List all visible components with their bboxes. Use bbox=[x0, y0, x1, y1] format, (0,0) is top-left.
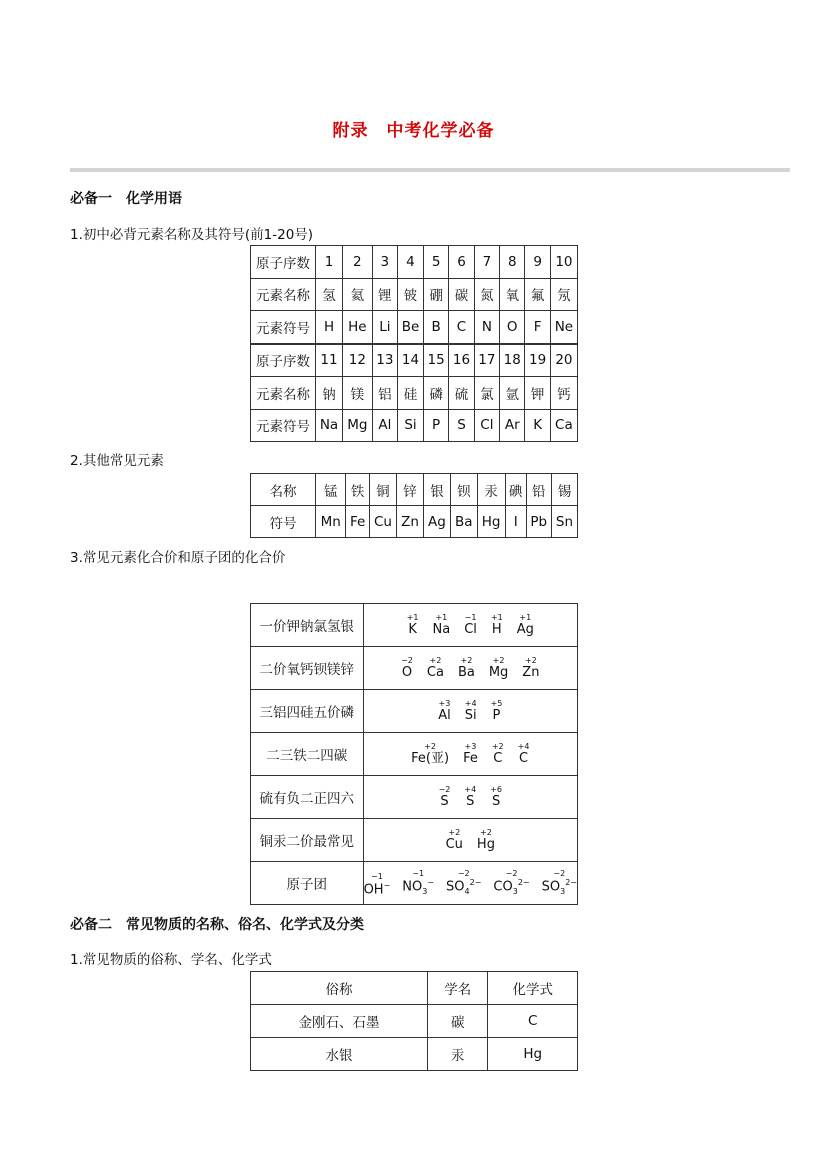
radical-base: SO bbox=[541, 879, 561, 895]
table-row bbox=[251, 377, 578, 410]
valence-charge: +1 bbox=[519, 613, 532, 622]
cell: 氢 bbox=[316, 278, 343, 311]
table-row bbox=[251, 1005, 578, 1038]
ion-charge: − bbox=[427, 878, 435, 888]
valence-charge: +6 bbox=[490, 785, 502, 794]
row-label: 铜汞二价最常见 bbox=[251, 819, 364, 862]
cell: Hg bbox=[488, 1038, 578, 1071]
valence-charge: +3 bbox=[438, 699, 451, 708]
table-row bbox=[251, 604, 578, 647]
valence-charge: −2 bbox=[438, 785, 451, 794]
valence-charge: +1 bbox=[490, 613, 503, 622]
cell: 8 bbox=[500, 246, 525, 279]
cell: 水银 bbox=[251, 1038, 428, 1071]
cell: 20 bbox=[550, 344, 577, 377]
radical-base: SO bbox=[446, 879, 465, 895]
cell: 4 bbox=[398, 246, 424, 279]
cell: 16 bbox=[449, 344, 474, 377]
element-symbol: C bbox=[493, 751, 503, 766]
valence-list bbox=[364, 786, 577, 808]
cell: Cu bbox=[369, 506, 396, 538]
cell: O bbox=[500, 311, 525, 344]
cell: 6 bbox=[449, 246, 474, 279]
valence-item bbox=[463, 743, 478, 765]
valence-item bbox=[522, 657, 539, 679]
cell: Ag bbox=[423, 506, 450, 538]
element-symbol: Fe(亚) bbox=[411, 751, 450, 766]
valence-charge: +1 bbox=[406, 613, 419, 622]
valence-item bbox=[518, 743, 530, 765]
valence-list bbox=[364, 614, 577, 636]
row-label: 原子团 bbox=[251, 862, 364, 905]
radical-subscript: 4 bbox=[464, 886, 470, 896]
element-symbol: S bbox=[466, 794, 475, 809]
cell: Fe bbox=[346, 506, 369, 538]
valence-item bbox=[491, 614, 503, 636]
element-symbol: Hg bbox=[476, 837, 495, 852]
cell: 铁 bbox=[346, 474, 369, 506]
cell: Na bbox=[316, 409, 343, 442]
other-elements-table bbox=[250, 473, 578, 538]
radical-formula bbox=[542, 879, 577, 896]
section2-sub1: 1.常见物质的俗称、学名、化学式 bbox=[70, 952, 272, 968]
cell: 氟 bbox=[525, 278, 550, 311]
cell: 氯 bbox=[474, 377, 499, 410]
cell: 13 bbox=[372, 344, 397, 377]
valence-list bbox=[364, 657, 577, 679]
radical-subscript: 3 bbox=[512, 886, 518, 896]
cell: 10 bbox=[550, 246, 577, 279]
cell: Si bbox=[398, 409, 424, 442]
cell: P bbox=[423, 409, 448, 442]
element-symbol: Ag bbox=[516, 622, 534, 637]
cell: 铅 bbox=[526, 474, 551, 506]
title-divider bbox=[70, 168, 790, 172]
valence-item bbox=[439, 786, 451, 808]
cell: 碳 bbox=[427, 1005, 487, 1038]
section1-heading: 必备一 化学用语 bbox=[70, 191, 182, 207]
cell: 9 bbox=[525, 246, 550, 279]
row-label: 硫有负二正四六 bbox=[251, 776, 364, 819]
table-row bbox=[251, 1038, 578, 1071]
valence-charge: −1 bbox=[464, 613, 477, 622]
cell: 银 bbox=[423, 474, 450, 506]
cell: 2 bbox=[343, 246, 373, 279]
valence-charge: +4 bbox=[464, 785, 477, 794]
cell: 1 bbox=[316, 246, 343, 279]
row-label: 名称 bbox=[251, 474, 316, 506]
valence-charge: +2 bbox=[491, 742, 504, 751]
cell: 15 bbox=[423, 344, 448, 377]
section1-sub2: 2.其他常见元素 bbox=[70, 453, 164, 469]
valence-list bbox=[364, 829, 577, 851]
valence-item bbox=[465, 700, 477, 722]
cell: 碳 bbox=[449, 278, 474, 311]
valence-table bbox=[250, 603, 578, 905]
cell: B bbox=[423, 311, 448, 344]
valence-cell bbox=[363, 690, 577, 733]
valence-item bbox=[477, 829, 495, 851]
cell: K bbox=[525, 409, 550, 442]
row-label: 元素名称 bbox=[251, 377, 316, 410]
ion-charge: 2− bbox=[565, 878, 577, 888]
substances-table bbox=[250, 971, 578, 1071]
table-header-row bbox=[251, 972, 578, 1005]
table-row bbox=[251, 344, 578, 377]
valence-item bbox=[446, 829, 463, 851]
row-label: 元素符号 bbox=[251, 409, 316, 442]
valence-charge: +2 bbox=[480, 828, 492, 837]
valence-list bbox=[364, 870, 577, 896]
cell: 氖 bbox=[550, 278, 577, 311]
valence-charge: −1 bbox=[412, 869, 425, 879]
table-row bbox=[251, 278, 578, 311]
section1-sub3: 3.常见元素化合价和原子团的化合价 bbox=[70, 550, 286, 566]
elements-table bbox=[250, 245, 578, 442]
valence-item bbox=[492, 743, 504, 765]
cell: 锰 bbox=[316, 474, 346, 506]
row-label: 三铝四硅五价磷 bbox=[251, 690, 364, 733]
radical-item bbox=[364, 873, 391, 896]
valence-item bbox=[433, 614, 451, 636]
cell: 钙 bbox=[550, 377, 577, 410]
element-symbol: Cl bbox=[464, 622, 477, 637]
cell: 14 bbox=[398, 344, 424, 377]
cell: 氩 bbox=[500, 377, 525, 410]
valence-charge: +2 bbox=[429, 656, 442, 665]
table-row bbox=[251, 246, 578, 279]
radical-formula bbox=[402, 879, 434, 896]
cell: N bbox=[474, 311, 499, 344]
valence-item bbox=[407, 614, 419, 636]
radical-subscript: 3 bbox=[560, 886, 566, 896]
cell: C bbox=[488, 1005, 578, 1038]
valence-item bbox=[490, 786, 502, 808]
cell: 汞 bbox=[477, 474, 505, 506]
table-row bbox=[251, 733, 578, 776]
cell: 17 bbox=[474, 344, 499, 377]
cell: Ne bbox=[550, 311, 577, 344]
valence-item bbox=[491, 700, 503, 722]
table-row bbox=[251, 690, 578, 733]
cell: Zn bbox=[397, 506, 424, 538]
valence-charge: +2 bbox=[524, 656, 537, 665]
valence-item bbox=[438, 700, 451, 722]
valence-charge: +5 bbox=[490, 699, 503, 708]
cell: 12 bbox=[343, 344, 373, 377]
valence-charge: +4 bbox=[517, 742, 530, 751]
column-header: 俗称 bbox=[251, 972, 428, 1005]
element-symbol: K bbox=[408, 622, 417, 637]
cell: 碘 bbox=[505, 474, 526, 506]
table-row bbox=[251, 776, 578, 819]
cell: 铜 bbox=[369, 474, 396, 506]
cell: S bbox=[449, 409, 474, 442]
cell: 汞 bbox=[427, 1038, 487, 1071]
valence-charge: +2 bbox=[460, 656, 473, 665]
row-label: 符号 bbox=[251, 506, 316, 538]
valence-item bbox=[464, 786, 476, 808]
radical-formula bbox=[364, 882, 391, 896]
row-label: 原子序数 bbox=[251, 246, 316, 279]
valence-charge: +2 bbox=[424, 742, 436, 751]
element-symbol: Na bbox=[432, 622, 451, 637]
cell: C bbox=[449, 311, 474, 344]
cell: Pb bbox=[526, 506, 551, 538]
table-row bbox=[251, 506, 578, 538]
radical-base: NO bbox=[402, 879, 423, 895]
cell: 钠 bbox=[316, 377, 343, 410]
element-symbol: Ca bbox=[426, 665, 444, 680]
cell: 5 bbox=[423, 246, 448, 279]
valence-charge: +2 bbox=[492, 656, 505, 665]
ion-charge: − bbox=[383, 880, 391, 890]
row-label: 二价氧钙钡镁锌 bbox=[251, 647, 364, 690]
valence-charge: +2 bbox=[448, 828, 461, 837]
column-header: 学名 bbox=[427, 972, 487, 1005]
valence-list bbox=[364, 700, 577, 722]
cell: Li bbox=[372, 311, 397, 344]
element-symbol: Cu bbox=[445, 837, 463, 852]
column-header: 化学式 bbox=[488, 972, 578, 1005]
cell: He bbox=[343, 311, 373, 344]
valence-charge: −2 bbox=[553, 869, 566, 879]
cell: Mg bbox=[343, 409, 373, 442]
radical-formula bbox=[493, 879, 529, 896]
valence-item bbox=[517, 614, 534, 636]
cell: 氧 bbox=[500, 278, 525, 311]
valence-charge: +3 bbox=[464, 742, 477, 751]
valence-item bbox=[411, 743, 449, 765]
cell: 金刚石、石墨 bbox=[251, 1005, 428, 1038]
cell: Al bbox=[372, 409, 397, 442]
valence-cell bbox=[363, 647, 577, 690]
cell: 18 bbox=[500, 344, 525, 377]
ion-charge: 2− bbox=[517, 878, 530, 888]
element-symbol: P bbox=[492, 708, 501, 723]
cell: 氮 bbox=[474, 278, 499, 311]
valence-charge: −2 bbox=[505, 869, 518, 879]
row-label: 原子序数 bbox=[251, 344, 316, 377]
valence-cell bbox=[363, 862, 577, 905]
element-symbol: Fe bbox=[463, 751, 478, 766]
element-symbol: O bbox=[401, 665, 413, 680]
cell: 锌 bbox=[397, 474, 424, 506]
valence-item bbox=[401, 657, 413, 679]
valence-item bbox=[489, 657, 508, 679]
cell: Ar bbox=[500, 409, 525, 442]
row-label: 元素名称 bbox=[251, 278, 316, 311]
table-row bbox=[251, 474, 578, 506]
cell: 镁 bbox=[343, 377, 373, 410]
cell: 铝 bbox=[372, 377, 397, 410]
valence-list bbox=[364, 743, 577, 765]
valence-item bbox=[458, 657, 475, 679]
valence-charge: +4 bbox=[464, 699, 477, 708]
valence-item bbox=[464, 614, 477, 636]
cell: Sn bbox=[551, 506, 577, 538]
row-label: 二三铁二四碳 bbox=[251, 733, 364, 776]
table-row bbox=[251, 862, 578, 905]
valence-cell bbox=[363, 819, 577, 862]
radical-formula bbox=[446, 879, 481, 896]
radical-item bbox=[402, 870, 434, 896]
table-row bbox=[251, 311, 578, 344]
element-symbol: Al bbox=[438, 708, 451, 723]
valence-item bbox=[427, 657, 444, 679]
cell: F bbox=[525, 311, 550, 344]
radical-base: CO bbox=[493, 879, 513, 895]
cell: 钡 bbox=[450, 474, 477, 506]
radical-subscript: 3 bbox=[422, 886, 428, 896]
table-row bbox=[251, 647, 578, 690]
radical-item bbox=[542, 870, 577, 896]
radical-item bbox=[493, 870, 529, 896]
radical-item bbox=[446, 870, 481, 896]
element-symbol: Zn bbox=[522, 665, 540, 680]
element-symbol: Ba bbox=[457, 665, 475, 680]
element-symbol: S bbox=[491, 794, 501, 809]
section2-heading: 必备二 常见物质的名称、俗名、化学式及分类 bbox=[70, 917, 364, 933]
valence-charge: −1 bbox=[371, 871, 383, 881]
cell: I bbox=[505, 506, 526, 538]
cell: 7 bbox=[474, 246, 499, 279]
row-label: 元素符号 bbox=[251, 311, 316, 344]
cell: 硫 bbox=[449, 377, 474, 410]
ion-charge: 2− bbox=[469, 878, 482, 888]
cell: 19 bbox=[525, 344, 550, 377]
element-symbol: C bbox=[518, 751, 529, 766]
cell: 11 bbox=[316, 344, 343, 377]
cell: H bbox=[316, 311, 343, 344]
element-symbol: H bbox=[491, 622, 502, 637]
valence-cell bbox=[363, 604, 577, 647]
page-title: 附录 中考化学必备 bbox=[332, 121, 495, 141]
row-label: 一价钾钠氯氢银 bbox=[251, 604, 364, 647]
cell: 钾 bbox=[525, 377, 550, 410]
table-row bbox=[251, 819, 578, 862]
cell: Mn bbox=[316, 506, 346, 538]
cell: 3 bbox=[372, 246, 397, 279]
cell: Ca bbox=[550, 409, 577, 442]
element-symbol: Si bbox=[464, 708, 477, 723]
valence-cell bbox=[363, 776, 577, 819]
cell: 硅 bbox=[398, 377, 424, 410]
radical-base: OH bbox=[363, 881, 384, 897]
valence-charge: +1 bbox=[435, 613, 448, 622]
table-row bbox=[251, 409, 578, 442]
element-symbol: Mg bbox=[488, 665, 509, 680]
section1-sub1: 1.初中必背元素名称及其符号(前1-20号) bbox=[70, 227, 314, 243]
cell: Ba bbox=[450, 506, 477, 538]
cell: 氦 bbox=[343, 278, 373, 311]
cell: 锡 bbox=[551, 474, 577, 506]
cell: Be bbox=[398, 311, 424, 344]
cell: 磷 bbox=[423, 377, 448, 410]
cell: Hg bbox=[477, 506, 505, 538]
cell: 锂 bbox=[372, 278, 397, 311]
cell: Cl bbox=[474, 409, 499, 442]
valence-cell bbox=[363, 733, 577, 776]
valence-charge: −2 bbox=[401, 656, 413, 665]
cell: 铍 bbox=[398, 278, 424, 311]
valence-charge: −2 bbox=[457, 869, 470, 879]
cell: 硼 bbox=[423, 278, 448, 311]
element-symbol: S bbox=[440, 794, 449, 809]
